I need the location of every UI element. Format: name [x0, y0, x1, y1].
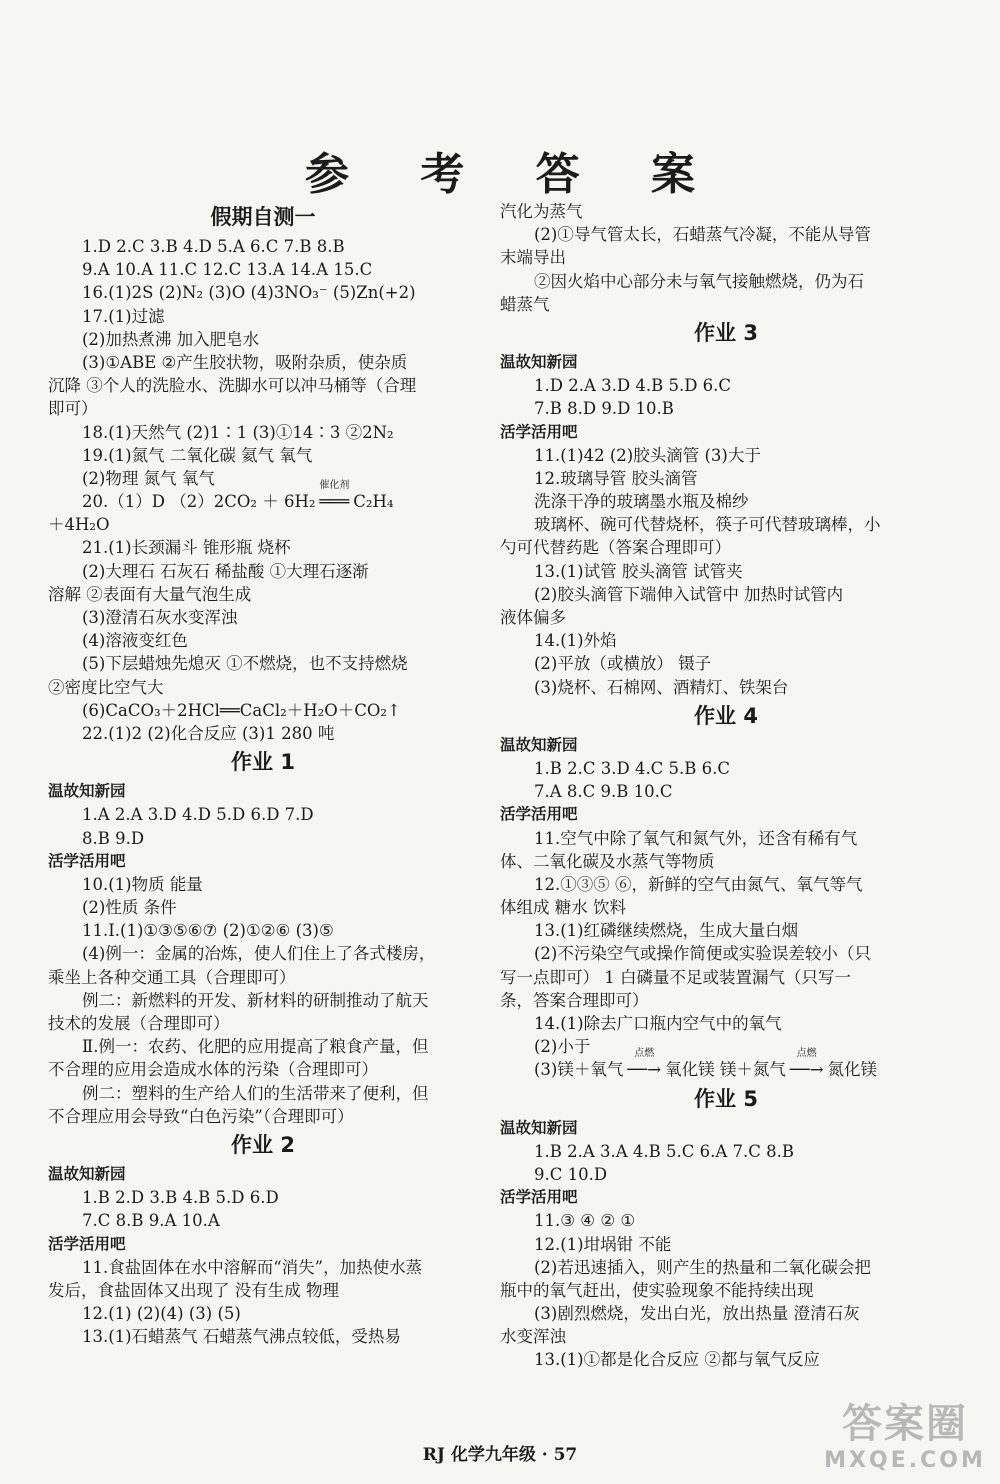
answer-line: (2)不污染空气或操作简便或实验误差较小（只 [534, 944, 871, 964]
answer-line: (2)平放（或横放） 镊子 [534, 654, 712, 674]
arrow-symbol: ──→ [627, 1060, 662, 1080]
subsection-label: 活学活用吧 [48, 1234, 126, 1253]
answer-line: 8.B 9.D [82, 828, 145, 848]
answer-line: 蜡蒸气 [500, 294, 550, 314]
answer-line: 汽化为蒸气 [500, 202, 583, 221]
answer-line: 写一点即可） 1 白磷量不足或装置漏气（只写一 [500, 967, 851, 987]
reaction-arrow [623, 1048, 665, 1081]
watermark-logo [815, 1392, 995, 1478]
subsection-label: 活学活用吧 [500, 422, 578, 441]
answer-line: 21.(1)长颈漏斗 锥形瓶 烧杯 [82, 538, 291, 558]
subsection-label: 活学活用吧 [48, 851, 126, 870]
answer-line: (2)加热煮沸 加入肥皂水 [82, 329, 260, 349]
reaction-arrow [315, 480, 353, 513]
answer-line: (2)物理 氮气 氧气 [82, 468, 215, 488]
answer-line: 体组成 糖水 饮料 [500, 898, 626, 918]
answer-line: 溶解 ②表面有大量气泡生成 [48, 584, 252, 604]
answer-line: (2)性质 条件 [82, 898, 177, 918]
answer-line: (3)澄清石灰水变浑浊 [82, 608, 238, 627]
section-heading: 假期自测一 [210, 205, 316, 229]
answer-line: 1.B 2.D 3.B 4.B 5.D 6.D [82, 1188, 279, 1208]
equation-right: 氧化镁 [665, 1060, 720, 1080]
answer-line: 13.(1)石蜡蒸气 石蜡蒸气沸点较低，受热易 [82, 1327, 401, 1347]
answer-line: 13.(1)①都是化合反应 ②都与氧气反应 [534, 1350, 820, 1370]
answer-line: 玻璃杯、碗可代替烧杯，筷子可代替玻璃棒，小 [534, 515, 881, 535]
answer-line: 1.B 2.C 3.D 4.C 5.B 6.C [534, 758, 731, 778]
answer-line: 条，答案合理即可） [500, 990, 649, 1010]
section-heading: 作业 5 [694, 1086, 758, 1111]
section-heading: 作业 2 [231, 1132, 295, 1157]
answer-line [500, 1048, 952, 1081]
answer-line: ＋4H₂O [48, 515, 110, 535]
answer-line: 11.③ ④ ② ① [534, 1211, 636, 1231]
equation-right: 氮化镁 [827, 1060, 878, 1080]
answer-line: 19.(1)氮气 二氧化碳 氦气 氧气 [82, 445, 313, 465]
reaction-condition: 点燃 [796, 1048, 817, 1060]
answer-line: 1.B 2.A 3.A 4.B 5.C 6.A 7.C 8.B [534, 1141, 795, 1161]
answer-line: 瓶中的氧气赶出，使实验现象不能持续出现 [500, 1280, 814, 1300]
reaction-condition: 点燃 [634, 1048, 655, 1060]
answer-line: 7.C 8.B 9.A 10.A [82, 1211, 220, 1231]
subsection-label: 温故知新园 [500, 735, 578, 754]
answer-line: Ⅱ.例一：农药、化肥的应用提高了粮食产量，但 [82, 1037, 429, 1057]
answer-line: 勺可代替药匙（答案合理即可） [500, 538, 731, 558]
answer-line: (2)胶头滴管下端伸入试管中 加热时试管内 [534, 584, 844, 604]
left-column [48, 200, 478, 1348]
answer-line: 11.食盐固体在水中溶解而“消失”，加热使水蒸 [82, 1257, 423, 1277]
answer-line: (5)下层蜡烛先熄灭 ①不燃烧，也不支持燃烧 [82, 654, 408, 674]
subsection-label: 活学活用吧 [500, 1188, 578, 1207]
answer-line: 12.①③⑤ ⑥，新鲜的空气由氮气、氧气等气 [534, 874, 863, 894]
answer-line: (4)溶液变红色 [82, 631, 188, 651]
answer-line: 体、二氧化碳及水蒸气等物质 [500, 851, 715, 871]
answer-line: 1.D 2.C 3.B 4.D 5.A 6.C 7.B 8.B [82, 237, 345, 256]
answer-line: (3)烧杯、石棉网、酒精灯、铁架台 [534, 677, 789, 697]
answer-line: 例二：塑料的生产给人们的生活带来了便利，但 [82, 1083, 429, 1103]
answer-line: 11.Ⅰ.(1)①③⑤⑥⑦ (2)①②⑥ (3)⑤ [82, 921, 334, 941]
answer-line: 例二：新燃料的开发、新材料的研制推动了航天 [82, 990, 429, 1010]
right-column [500, 200, 952, 1372]
section-heading: 作业 1 [231, 750, 295, 775]
answer-line: 发后，食盐固体又出现了 没有生成 物理 [48, 1280, 339, 1300]
page-title: 参 考 答 案 [305, 149, 723, 200]
answer-line: 13.(1)试管 胶头滴管 试管夹 [534, 561, 743, 581]
answer-line: 9.A 10.A 11.C 12.C 13.A 14.A 15.C [82, 260, 373, 280]
answer-line: 12.玻璃导管 胶头滴管 [534, 468, 698, 488]
equation-left: 20.（1）D （2）2CO₂ ＋ 6H₂ [82, 492, 316, 512]
answer-line: 9.C 10.D [534, 1164, 608, 1184]
answer-line: 1.A 2.A 3.D 4.D 5.D 6.D 7.D [82, 805, 314, 825]
answer-line: 7.A 8.C 9.B 10.C [534, 782, 673, 802]
answer-line: 末端导出 [500, 248, 566, 268]
answer-line: 17.(1)过滤 [82, 306, 165, 326]
subsection-label: 温故知新园 [48, 782, 126, 801]
reaction-condition: 催化剂 [319, 480, 350, 492]
answer-line: 18.(1)天然气 (2)1∶1 (3)①14∶3 ②2N₂ [82, 422, 394, 442]
subsection-label: 温故知新园 [500, 1118, 578, 1137]
section-heading: 作业 3 [694, 320, 758, 345]
equation-left: 镁＋氮气 [719, 1060, 786, 1080]
answer-line: 不合理应用会导致“白色污染”（合理即可） [48, 1106, 354, 1126]
answer-line: 水变浑浊 [500, 1327, 566, 1347]
answer-line: 13.(1)红磷继续燃烧，生成大量白烟 [534, 921, 799, 941]
answer-line: 22.(1)2 (2)化合反应 (3)1 280 吨 [82, 723, 335, 743]
watermark-text: 答案圈 [842, 1401, 968, 1447]
subsection-label: 活学活用吧 [500, 805, 578, 824]
answer-line: 16.(1)2S (2)N₂ (3)O (4)3NO₃⁻ (5)Zn(+2) [82, 283, 416, 303]
answer-line: 7.B 8.D 9.D 10.B [534, 399, 674, 419]
answer-line: 14.(1)除去广口瓶内空气中的氧气 [534, 1014, 782, 1033]
answer-line: 11.空气中除了氧气和氮气外，还含有稀有气 [534, 828, 858, 848]
section-heading: 作业 4 [694, 703, 758, 728]
answer-line: ②因火焰中心部分未与氧气接触燃烧，仍为石 [534, 271, 864, 291]
page-footer: RJ 化学九年级 · 57 [422, 1445, 578, 1465]
answer-line: 即可） [48, 399, 98, 419]
answer-line: ②密度比空气大 [48, 677, 164, 697]
answer-line: (2)小于 [534, 1037, 591, 1057]
answer-line: (2)①导气管太长，石蜡蒸气冷凝，不能从导管 [534, 225, 871, 245]
answer-line [48, 480, 478, 513]
answer-line: 乘坐上各种交通工具（合理即可） [48, 967, 296, 987]
answer-line: 14.(1)外焰 [534, 631, 617, 651]
answer-line: (6)CaCO₃＋2HCl══CaCl₂＋H₂O＋CO₂↑ [82, 700, 401, 720]
answer-line: 洗涤干净的玻璃墨水瓶及棉纱 [534, 492, 749, 512]
answer-line: 沉降 ③个人的洗脸水、洗脚水可以冲马桶等（合理 [48, 376, 417, 396]
answer-line: 1.D 2.A 3.D 4.B 5.D 6.C [534, 376, 732, 396]
answer-line: 12.(1) (2)(4) (3) (5) [82, 1304, 241, 1324]
subsection-label: 温故知新园 [500, 352, 578, 371]
answer-line: 液体偏多 [500, 608, 566, 627]
equation-right: C₂H₄ [353, 492, 394, 512]
answer-line: 10.(1)物质 能量 [82, 874, 203, 894]
answer-line: 12.(1)坩埚钳 不能 [534, 1234, 672, 1254]
answer-line: (4)例一：金属的冶炼，使人们住上了各式楼房， [82, 944, 436, 964]
equation-left: (3)镁＋氧气 [534, 1060, 624, 1080]
answer-line: (2)若迅速插入，则产生的热量和二氧化碳会把 [534, 1257, 871, 1277]
answer-line: (3)剧烈燃烧，发出白光，放出热量 澄清石灰 [534, 1304, 860, 1324]
answer-line: (2)大理石 石灰石 稀盐酸 ①大理石逐渐 [82, 561, 369, 581]
answer-line: 不合理的应用会造成水体的污染（合理即可） [48, 1060, 378, 1080]
watermark-url: MXQE.COM [824, 1448, 986, 1473]
answer-line: (3)①ABE ②产生胶状物，吸附杂质，使杂质 [82, 352, 408, 372]
answer-line: 技术的发展（合理即可） [48, 1014, 230, 1033]
subsection-label: 温故知新园 [48, 1164, 126, 1183]
arrow-symbol: ──→ [789, 1060, 824, 1080]
arrow-symbol: ═══ [319, 492, 350, 512]
reaction-arrow [786, 1048, 828, 1081]
answer-line: 11.(1)42 (2)胶头滴管 (3)大于 [534, 445, 761, 465]
